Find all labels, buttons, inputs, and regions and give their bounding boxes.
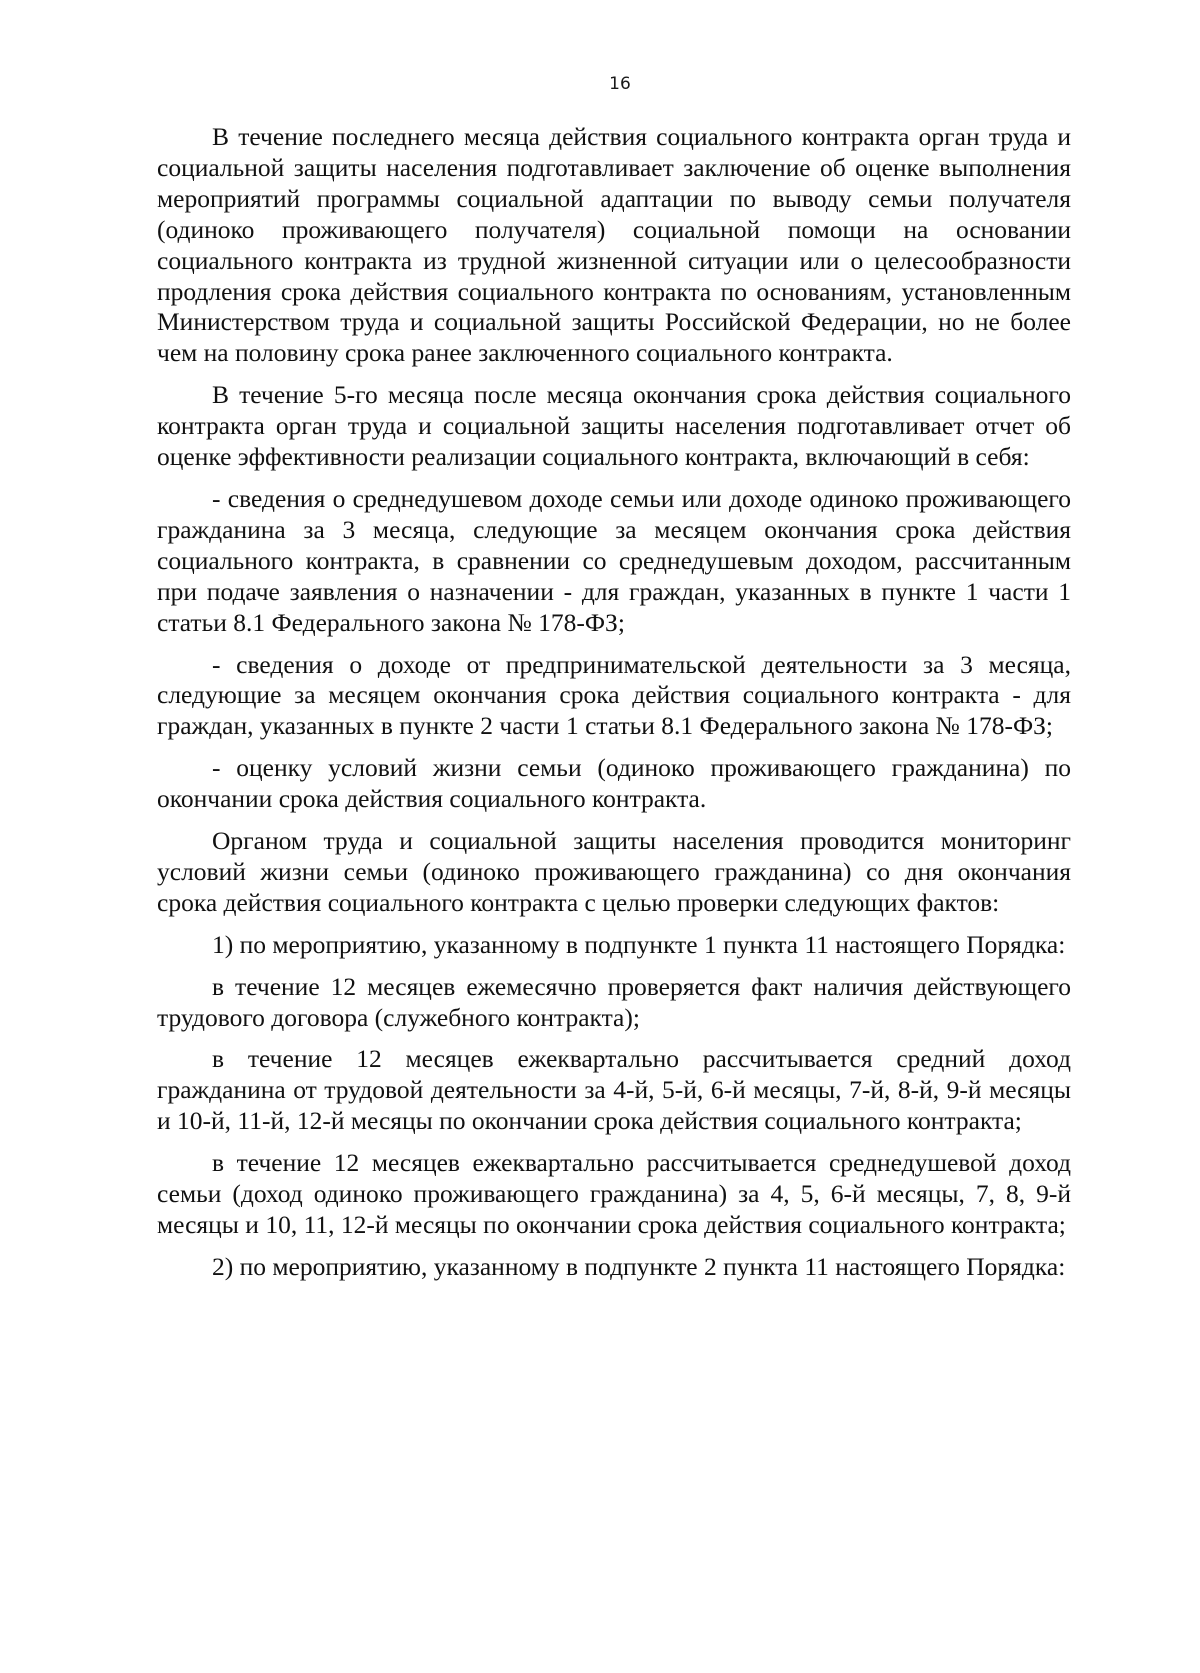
paragraph-monthly-check: в течение 12 месяцев ежемесячно проверяется факт наличия действующего трудового договора (служебного контракта);	[157, 971, 1071, 1032]
paragraph-measure-2: 2) по мероприятию, указанному в подпункте 2 пункта 11 настоящего Порядка:	[212, 1251, 1066, 1281]
paragraph-monitoring: Органом труда и социальной защиты населения проводится мониторинг условий жизни семьи (одиноко проживающего гражданина) со дня окончания срока действия социального контракта с целью проверки следующих фактов:	[157, 826, 1071, 917]
list-item-living-conditions: - оценку условий жизни семьи (одиноко проживающего гражданина) по окончании срока действия социального контракта.	[157, 753, 1071, 814]
list-item-business-income: - сведения о доходе от предпринимательской деятельности за 3 месяца, следующие за месяцем окончания срока действия социального контракта - для граждан, указанных в пункте 2 части 1 статьи 8.1 Федерального закона № 178-ФЗ;	[157, 649, 1071, 741]
paragraph-final-month-conclusion: В течение последнего месяца действия социального контракта орган труда и социальной защиты населения подготавливает заключение об оценке выполнения мероприятий программы социальной адаптации по выводу семьи получателя (одиноко проживающего получателя) социальной помощи на основании социального контракта из трудной жизненной ситуации или о целесообразности продления срока действия социального контракта по основаниям, установленным Министерством труда и социальной защиты Российской Федерации, но не более чем на половину срока ранее заключенного социального контракта.	[157, 122, 1071, 368]
page-number: 16	[609, 74, 631, 94]
paragraph-measure-1: 1) по мероприятию, указанному в подпункте 1 пункта 11 настоящего Порядка:	[212, 929, 1066, 959]
list-item-average-income: - сведения о среднедушевом доходе семьи или доходе одиноко проживающего гражданина за 3 месяца, следующие за месяцем окончания срока действия социального контракта, в сравнении со среднедушевым доходом, рассчитанным при подаче заявления о назначении - для граждан, указанных в пункте 1 части 1 статьи 8.1 Федерального закона № 178-ФЗ;	[157, 483, 1071, 637]
document-body	[157, 122, 1071, 1294]
paragraph-fifth-month-report: В течение 5-го месяца после месяца окончания срока действия социального контракта орган труда и социальной защиты населения подготавливает отчет об оценке эффективности реализации социального контракта, включающий в себя:	[157, 380, 1071, 472]
paragraph-quarterly-per-capita: в течение 12 месяцев ежеквартально рассчитывается среднедушевой доход семьи (доход одиноко проживающего гражданина) за 4, 5, 6-й месяцы, 7, 8, 9-й месяцы и 10, 11, 12-й месяцы по окончании срока действия социального контракта;	[157, 1148, 1071, 1239]
paragraph-quarterly-income: в течение 12 месяцев ежеквартально рассчитывается средний доход гражданина от трудовой деятельности за 4-й, 5-й, 6-й месяцы, 7-й, 8-й, 9-й месяцы и 10-й, 11-й, 12-й месяцы по окончании срока действия социального контракта;	[157, 1044, 1071, 1136]
